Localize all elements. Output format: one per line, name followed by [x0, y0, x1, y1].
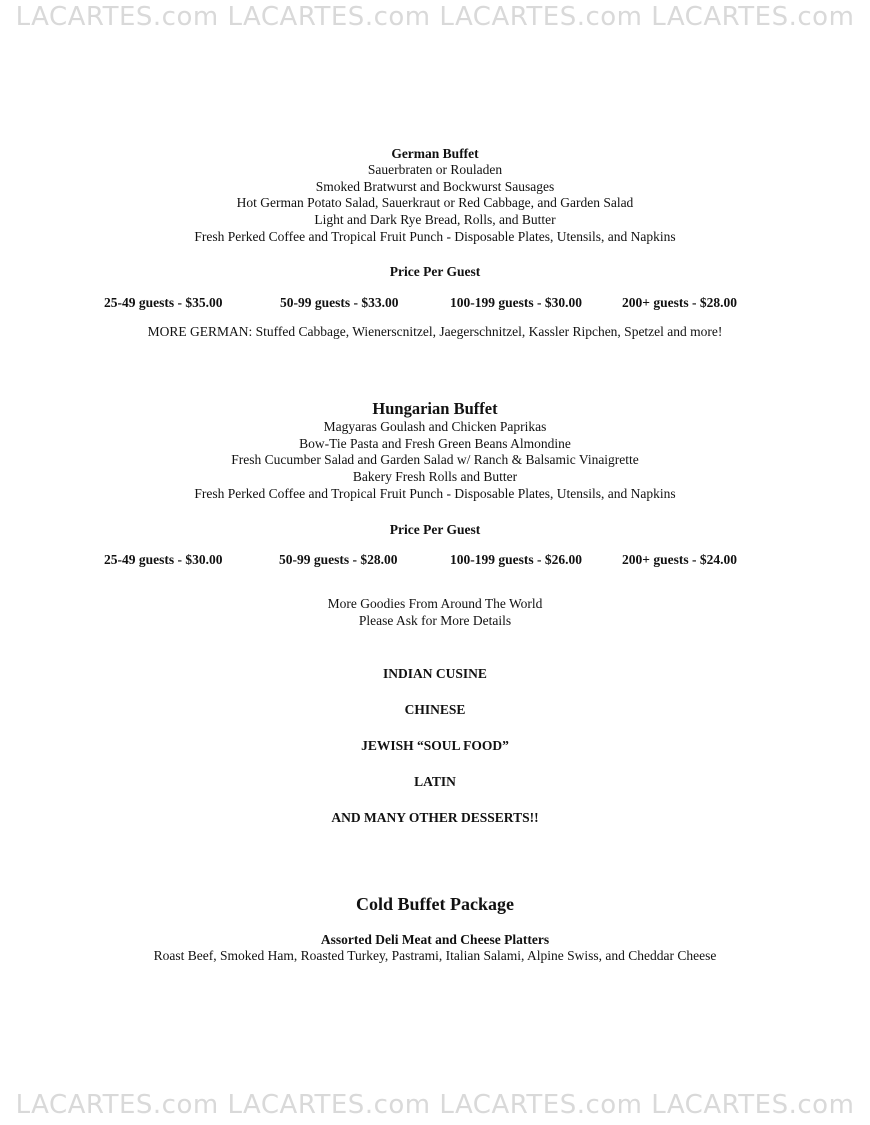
hungarian-price-tier: 25-49 guests - $30.00 [104, 552, 223, 567]
german-price-tier: 200+ guests - $28.00 [622, 295, 737, 310]
german-buffet-section [0, 145, 870, 246]
german-item: Smoked Bratwurst and Bockwurst Sausages [315, 178, 555, 194]
hungarian-price-tier: 100-199 guests - $26.00 [450, 552, 582, 567]
world-line: More Goodies From Around The World [327, 596, 543, 611]
hungarian-item: Bow-Tie Pasta and Fresh Green Beans Almondine [299, 435, 571, 451]
cold-buffet-title: Cold Buffet Package [356, 894, 514, 914]
cold-buffet-subtitle: Assorted Deli Meat and Cheese Platters [320, 932, 550, 947]
hungarian-item: Fresh Cucumber Salad and Garden Salad w/ Ranch & Balsamic Vinaigrette [231, 452, 639, 468]
hungarian-price-tier: 200+ guests - $24.00 [622, 552, 737, 567]
cuisine-jewish: JEWISH “SOUL FOOD” [361, 738, 509, 753]
german-price-tier: 50-99 guests - $33.00 [280, 295, 399, 310]
cuisine-indian: INDIAN CUSINE [383, 666, 487, 681]
hungarian-price-tier: 50-99 guests - $28.00 [279, 552, 398, 567]
cuisine-latin: LATIN [414, 774, 456, 789]
german-price-heading: Price Per Guest [389, 264, 481, 279]
cold-buffet-section [0, 893, 870, 915]
german-item: Sauerbraten or Rouladen [367, 162, 503, 177]
cuisine-chinese: CHINESE [404, 702, 466, 717]
german-price-tier: 25-49 guests - $35.00 [104, 295, 223, 310]
world-goodies-note [0, 596, 870, 629]
hungarian-price-heading: Price Per Guest [389, 522, 481, 537]
world-line: Please Ask for More Details [358, 612, 512, 628]
german-item: Hot German Potato Salad, Sauerkraut or Red Cabbage, and Garden Salad [236, 195, 634, 211]
watermark-top: LACARTES.com LACARTES.com LACARTES.com LACARTES.com [15, 2, 855, 32]
german-buffet-title: German Buffet [391, 146, 479, 161]
cold-buffet-details [0, 931, 870, 965]
hungarian-item: Bakery Fresh Rolls and Butter [352, 469, 518, 485]
german-more-note: MORE GERMAN: Stuffed Cabbage, Wienerscnitzel, Jaegerschnitzel, Kassler Ripchen, Spetzel and more! [147, 324, 723, 339]
hungarian-item: Fresh Perked Coffee and Tropical Fruit Punch - Disposable Plates, Utensils, and Napkins [194, 485, 676, 501]
watermark-bottom: LACARTES.com LACARTES.com LACARTES.com LACARTES.com [15, 1090, 855, 1120]
hungarian-price-row [0, 551, 870, 569]
hungarian-buffet-title: Hungarian Buffet [372, 399, 498, 418]
hungarian-item: Magyaras Goulash and Chicken Paprikas [323, 419, 547, 434]
cuisine-desserts: AND MANY OTHER DESSERTS!! [331, 810, 539, 825]
cold-buffet-items: Roast Beef, Smoked Ham, Roasted Turkey, Pastrami, Italian Salami, Alpine Swiss, and Cheddar Cheese [153, 948, 717, 963]
german-price-tier: 100-199 guests - $30.00 [450, 295, 582, 310]
hungarian-buffet-section [0, 399, 870, 503]
german-item: Fresh Perked Coffee and Tropical Fruit Punch - Disposable Plates, Utensils, and Napkins [194, 228, 676, 244]
german-item: Light and Dark Rye Bread, Rolls, and Butter [314, 212, 556, 228]
german-price-row [0, 294, 870, 312]
